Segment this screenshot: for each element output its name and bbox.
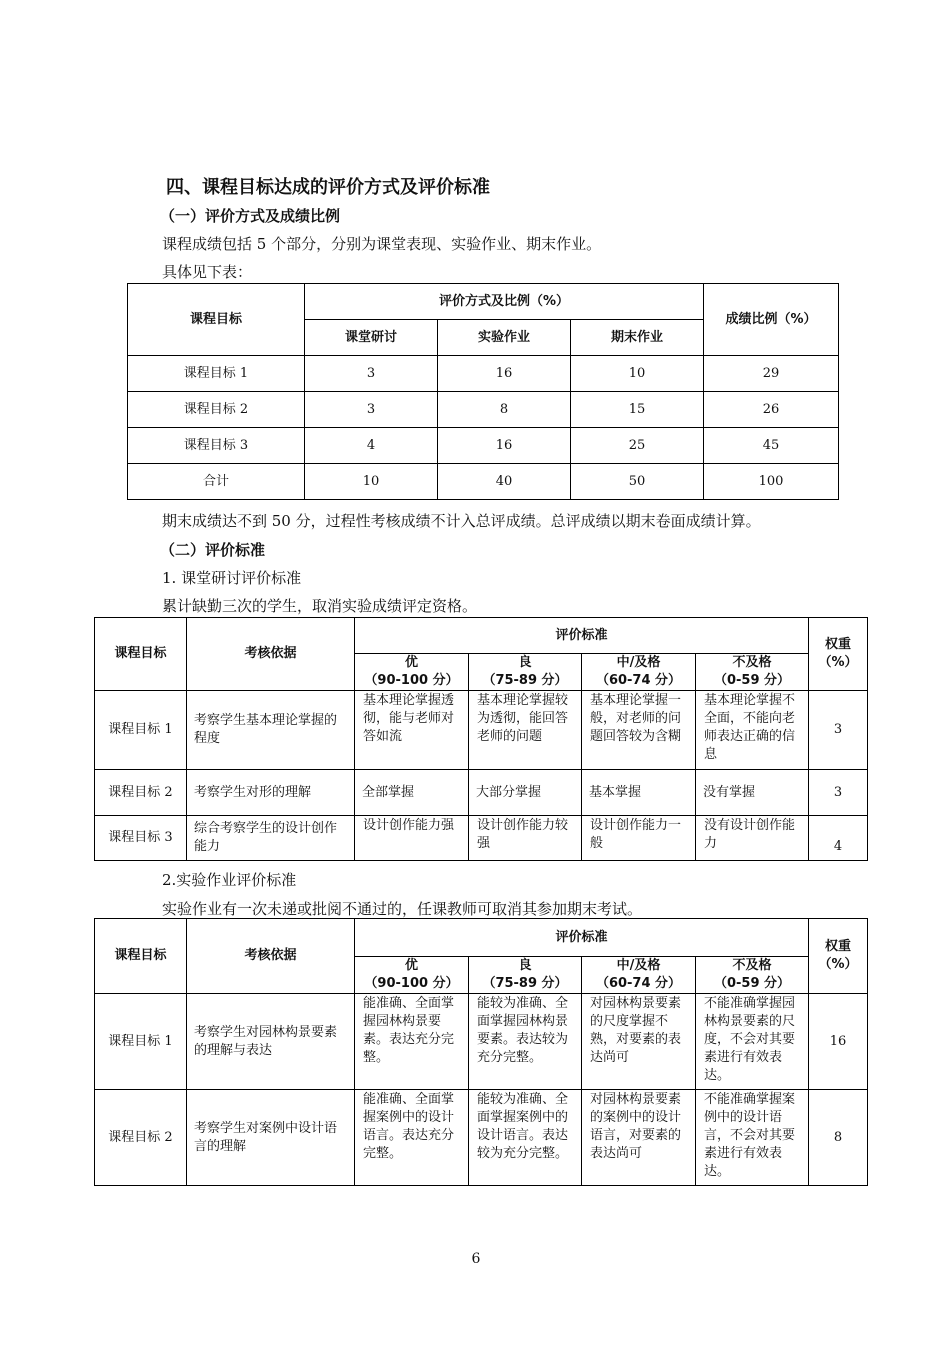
cell-criterion: 对园林构景要素的案例中的设计语言，对要素的表达尚可 xyxy=(582,1090,696,1186)
subsection-title-1: （一）评价方式及成绩比例 xyxy=(160,207,341,225)
discussion-criteria-table xyxy=(94,617,868,861)
cell: 3 xyxy=(305,356,438,392)
cell-criterion: 设计创作能力强 xyxy=(355,816,469,861)
cell: 100 xyxy=(704,464,839,500)
level-header: 优 （90-100 分） xyxy=(355,957,469,994)
table-row xyxy=(95,691,868,770)
paragraph: 具体见下表： xyxy=(162,263,253,281)
cell-weight: 3 xyxy=(809,691,868,770)
cell-basis: 考察学生对形的理解 xyxy=(187,770,355,816)
cell: 3 xyxy=(305,392,438,428)
cell-basis: 考察学生基本理论掌握的程度 xyxy=(187,691,355,770)
table-row xyxy=(95,1090,868,1186)
page-number: 6 xyxy=(471,1251,481,1267)
level-header: 中/及格 （60-74 分） xyxy=(582,654,696,691)
cell-criterion: 对园林构景要素的尺度掌握不熟，对要素的表达尚可 xyxy=(582,994,696,1090)
header-weight: 权重（%） xyxy=(809,919,868,994)
subheader: 课堂研讨 xyxy=(305,320,438,356)
level-header: 良 （75-89 分） xyxy=(469,654,582,691)
paragraph: 累计缺勤三次的学生，取消实验成绩评定资格。 xyxy=(162,597,478,615)
header-standard: 评价标准 xyxy=(355,919,809,957)
cell: 课程目标 1 xyxy=(128,356,305,392)
cell-basis: 考察学生对园林构景要素的理解与表达 xyxy=(187,994,355,1090)
cell: 26 xyxy=(704,392,839,428)
table-row xyxy=(128,356,839,392)
cell-goal: 课程目标 3 xyxy=(95,816,187,861)
cell: 15 xyxy=(571,392,704,428)
assignment-criteria-table xyxy=(94,918,868,1186)
subheader: 期末作业 xyxy=(571,320,704,356)
cell-weight: 8 xyxy=(809,1090,868,1186)
cell-criterion: 基本理论掌握透彻，能与老师对答如流 xyxy=(355,691,469,770)
table-row xyxy=(95,770,868,816)
table-row xyxy=(128,392,839,428)
level-header: 优 （90-100 分） xyxy=(355,654,469,691)
cell: 45 xyxy=(704,428,839,464)
table-row xyxy=(128,428,839,464)
header-method: 评价方式及比例（%） xyxy=(305,284,704,320)
paragraph: 课程成绩包括 5 个部分，分别为课堂表现、实验作业、期末作业。 xyxy=(162,235,602,253)
cell-criterion: 基本理论掌握不全面，不能向老师表达正确的信息 xyxy=(696,691,809,770)
header-ratio: 成绩比例（%） xyxy=(704,284,839,356)
table-row xyxy=(95,816,868,861)
cell-criterion: 基本理论掌握一般，对老师的问题回答较为含糊 xyxy=(582,691,696,770)
level-header: 中/及格 （60-74 分） xyxy=(582,957,696,994)
cell: 课程目标 3 xyxy=(128,428,305,464)
paragraph: 实验作业有一次未递或批阅不通过的，任课教师可取消其参加期末考试。 xyxy=(162,900,643,918)
cell: 40 xyxy=(438,464,571,500)
cell: 16 xyxy=(438,428,571,464)
paragraph: 2.实验作业评价标准 xyxy=(162,871,297,889)
cell-goal: 课程目标 2 xyxy=(95,770,187,816)
grade-ratio-table xyxy=(127,283,839,500)
cell: 4 xyxy=(305,428,438,464)
table-row xyxy=(128,464,839,500)
subsection-title-2: （二）评价标准 xyxy=(160,541,266,559)
cell-criterion: 没有设计创作能力 xyxy=(696,816,809,861)
cell: 合计 xyxy=(128,464,305,500)
cell-goal: 课程目标 1 xyxy=(95,994,187,1090)
header-basis: 考核依据 xyxy=(187,919,355,994)
cell: 16 xyxy=(438,356,571,392)
cell: 29 xyxy=(704,356,839,392)
header-goal: 课程目标 xyxy=(95,919,187,994)
cell-basis: 考察学生对案例中设计语言的理解 xyxy=(187,1090,355,1186)
cell-criterion: 不能准确掌握园林构景要素的尺度，不会对其要素进行有效表达。 xyxy=(696,994,809,1090)
cell-basis: 综合考察学生的设计创作能力 xyxy=(187,816,355,861)
cell: 25 xyxy=(571,428,704,464)
level-header: 不及格 （0-59 分） xyxy=(696,654,809,691)
cell-criterion: 设计创作能力一般 xyxy=(582,816,696,861)
paragraph: 1. 课堂研讨评价标准 xyxy=(162,569,302,587)
cell-criterion: 基本理论掌握较为透彻，能回答老师的问题 xyxy=(469,691,582,770)
cell-criterion: 设计创作能力较强 xyxy=(469,816,582,861)
cell-weight: 16 xyxy=(809,994,868,1090)
cell-weight: 4 xyxy=(809,816,868,861)
header-standard: 评价标准 xyxy=(355,618,809,654)
section-heading: 四、课程目标达成的评价方式及评价标准 xyxy=(166,177,490,198)
paragraph: 期末成绩达不到 50 分，过程性考核成绩不计入总评成绩。总评成绩以期末卷面成绩计算。 xyxy=(162,512,761,530)
cell: 10 xyxy=(305,464,438,500)
header-weight: 权重（%） xyxy=(809,618,868,691)
cell: 8 xyxy=(438,392,571,428)
cell-goal: 课程目标 1 xyxy=(95,691,187,770)
level-header: 不及格 （0-59 分） xyxy=(696,957,809,994)
cell-criterion: 基本掌握 xyxy=(582,770,696,816)
header-goal: 课程目标 xyxy=(95,618,187,691)
cell: 课程目标 2 xyxy=(128,392,305,428)
table-row xyxy=(95,994,868,1090)
cell-criterion: 大部分掌握 xyxy=(469,770,582,816)
cell-criterion: 不能准确掌握案例中的设计语言，不会对其要素进行有效表达。 xyxy=(696,1090,809,1186)
cell-criterion: 能准确、全面掌握案例中的设计语言。表达充分完整。 xyxy=(355,1090,469,1186)
cell-criterion: 全部掌握 xyxy=(355,770,469,816)
subheader: 实验作业 xyxy=(438,320,571,356)
cell-criterion: 能较为准确、全面掌握案例中的设计语言。表达较为充分完整。 xyxy=(469,1090,582,1186)
cell-criterion: 能较为准确、全面掌握园林构景要素。表达较为充分完整。 xyxy=(469,994,582,1090)
header-goal: 课程目标 xyxy=(128,284,305,356)
cell: 10 xyxy=(571,356,704,392)
level-header: 良 （75-89 分） xyxy=(469,957,582,994)
cell-goal: 课程目标 2 xyxy=(95,1090,187,1186)
cell-criterion: 能准确、全面掌握园林构景要素。表达充分完整。 xyxy=(355,994,469,1090)
cell-criterion: 没有掌握 xyxy=(696,770,809,816)
header-basis: 考核依据 xyxy=(187,618,355,691)
cell-weight: 3 xyxy=(809,770,868,816)
cell: 50 xyxy=(571,464,704,500)
